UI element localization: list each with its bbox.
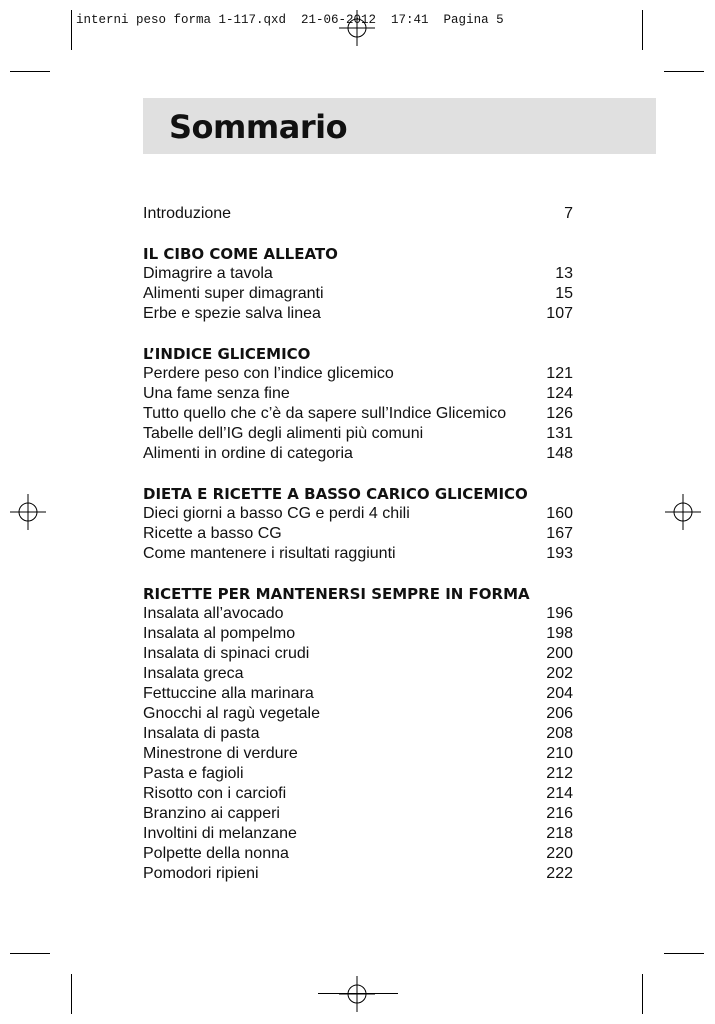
registration-mark-icon [339, 10, 375, 46]
toc-entry-page: 220 [546, 845, 573, 862]
toc-entry-label: Introduzione [143, 205, 232, 222]
toc-entry-page: 193 [546, 545, 573, 562]
toc-entry-label: Gnocchi al ragù vegetale [143, 705, 320, 722]
toc-entry-label: Minestrone di verdure [143, 745, 298, 762]
section-heading: DIETA E RICETTE A BASSO CARICO GLICEMICO [143, 485, 528, 503]
toc-entry-label: Ricette a basso CG [143, 525, 282, 542]
toc-entry [143, 764, 573, 784]
toc-entry-label: Fettuccine alla marinara [143, 685, 314, 702]
toc-section [143, 244, 573, 324]
toc-entry [143, 384, 573, 404]
toc-entry [143, 624, 573, 644]
toc-entry-page: 13 [555, 265, 573, 282]
toc-entry-page: 107 [546, 305, 573, 322]
toc-entry [143, 644, 573, 664]
toc-entry [143, 824, 573, 844]
toc-entry [143, 444, 573, 464]
toc-entry-label: Come mantenere i risultati raggiunti [143, 545, 396, 562]
crop-mark [642, 974, 643, 1014]
crop-mark [318, 993, 398, 994]
toc-entry-intro [143, 204, 573, 224]
toc-entry [143, 664, 573, 684]
registration-mark-icon [339, 976, 375, 1012]
crop-mark [664, 71, 704, 72]
toc-entry [143, 524, 573, 544]
toc-entry-page: 198 [546, 625, 573, 642]
toc-entry-page: 212 [546, 765, 573, 782]
registration-mark-icon [10, 494, 46, 530]
toc-entry [143, 264, 573, 284]
toc-entry-page: 204 [546, 685, 573, 702]
toc-entry-label: Una fame senza fine [143, 385, 290, 402]
toc-entry [143, 504, 573, 524]
toc-entry-page: 222 [546, 865, 573, 882]
toc-entry-page: 218 [546, 825, 573, 842]
toc-entry-label: Branzino ai capperi [143, 805, 280, 822]
toc-entry-label: Erbe e spezie salva linea [143, 305, 321, 322]
crop-mark [642, 10, 643, 50]
toc-section [143, 584, 573, 884]
toc-entry-page: 208 [546, 725, 573, 742]
toc-entry-page: 148 [546, 445, 573, 462]
crop-mark [10, 953, 50, 954]
toc-entry-page: 7 [564, 205, 573, 222]
toc-entry [143, 304, 573, 324]
section-heading: IL CIBO COME ALLEATO [143, 245, 338, 263]
toc-entry-page: 126 [546, 405, 573, 422]
toc-entry-page: 214 [546, 785, 573, 802]
toc-entry-page: 210 [546, 745, 573, 762]
toc-section [143, 484, 573, 564]
toc-entry [143, 864, 573, 884]
toc-entry [143, 684, 573, 704]
toc-entry-page: 196 [546, 605, 573, 622]
toc-entry-label: Tutto quello che c’è da sapere sull’Indice Glicemico [143, 405, 507, 422]
toc-entry-label: Pomodori ripieni [143, 865, 259, 882]
toc-entry-page: 206 [546, 705, 573, 722]
crop-mark [10, 71, 50, 72]
toc-entry-page: 131 [546, 425, 573, 442]
toc-entry [143, 844, 573, 864]
toc-entry [143, 424, 573, 444]
title-band [143, 98, 656, 154]
crop-mark [664, 953, 704, 954]
toc-entry-label: Dieci giorni a basso CG e perdi 4 chili [143, 505, 410, 522]
print-slug: interni peso forma 1-117.qxd 21-06-2012 17:41 Pagina 5 [76, 13, 504, 27]
toc-entry-label: Insalata di pasta [143, 725, 260, 742]
toc-entry-label: Insalata greca [143, 665, 244, 682]
toc-entry [143, 284, 573, 304]
registration-mark-icon [665, 494, 701, 530]
toc-entry [143, 804, 573, 824]
crop-mark [71, 974, 72, 1014]
toc-entry [143, 604, 573, 624]
toc-entry-page: 216 [546, 805, 573, 822]
toc-entry [143, 544, 573, 564]
toc-entry-label: Dimagrire a tavola [143, 265, 273, 282]
toc-entry-label: Insalata al pompelmo [143, 625, 296, 642]
toc-entry-page: 124 [546, 385, 573, 402]
toc-entry-label: Involtini di melanzane [143, 825, 297, 842]
section-heading: RICETTE PER MANTENERSI SEMPRE IN FORMA [143, 585, 530, 603]
toc-entry-label: Alimenti in ordine di categoria [143, 445, 353, 462]
page-title: Sommario [169, 108, 348, 146]
toc-entry-label: Polpette della nonna [143, 845, 289, 862]
toc-section [143, 344, 573, 464]
toc-entry-label: Insalata all’avocado [143, 605, 284, 622]
section-heading: L’INDICE GLICEMICO [143, 345, 311, 363]
toc-entry-label: Tabelle dell’IG degli alimenti più comuni [143, 425, 424, 442]
crop-mark [71, 10, 72, 50]
toc-entry-page: 167 [546, 525, 573, 542]
toc-entry-label: Alimenti super dimagranti [143, 285, 324, 302]
toc-entry-page: 202 [546, 665, 573, 682]
toc-entry-page: 121 [546, 365, 573, 382]
toc-entry-page: 160 [546, 505, 573, 522]
toc-entry-label: Insalata di spinaci crudi [143, 645, 310, 662]
toc-entry-label: Pasta e fagioli [143, 765, 244, 782]
toc-entry [143, 784, 573, 804]
toc-entry-label: Perdere peso con l’indice glicemico [143, 365, 394, 382]
toc-entry-page: 200 [546, 645, 573, 662]
toc-entry-label: Risotto con i carciofi [143, 785, 287, 802]
toc-entry [143, 704, 573, 724]
table-of-contents [143, 204, 573, 884]
toc-entry-page: 15 [555, 285, 573, 302]
toc-entry [143, 364, 573, 384]
toc-entry [143, 404, 573, 424]
toc-entry [143, 744, 573, 764]
toc-entry [143, 724, 573, 744]
